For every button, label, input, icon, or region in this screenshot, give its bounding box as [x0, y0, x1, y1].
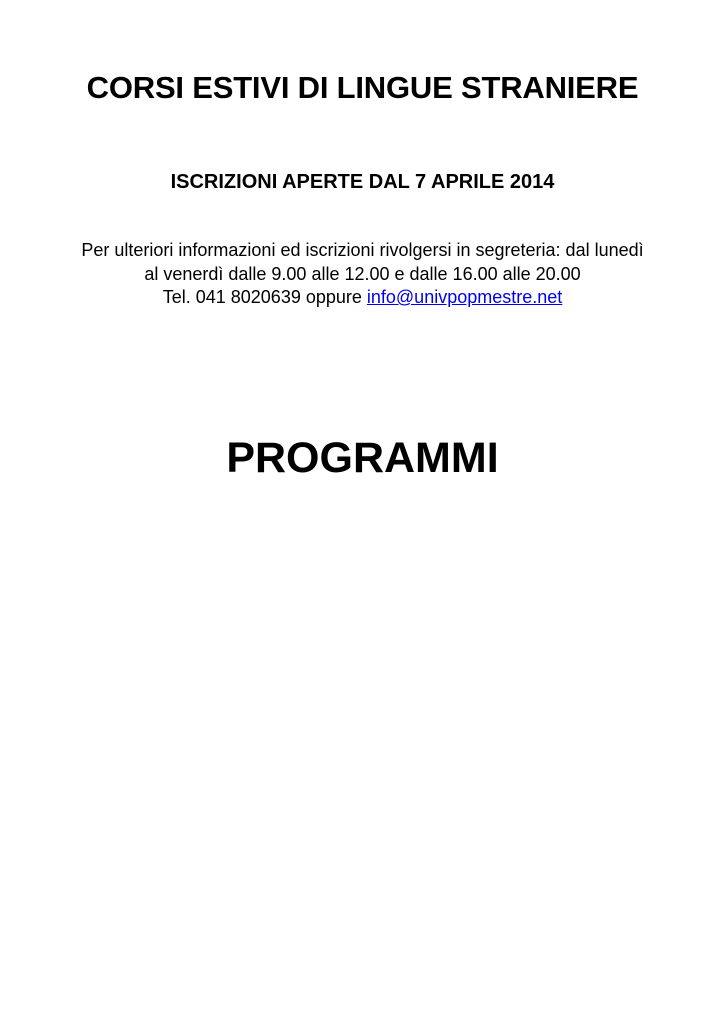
phone-text: Tel. 041 8020639 oppure: [162, 287, 367, 307]
email-link[interactable]: info@univpopmestre.net: [366, 287, 563, 307]
info-line-2: al venerdì dalle 9.00 alle 12.00 e dalle 16.00 alle 20.00: [144, 263, 581, 284]
enrollment-dates-subtitle: ISCRIZIONI APERTE DAL 7 APRILE 2014: [170, 171, 555, 193]
info-line-1: Per ulteriori informazioni ed iscrizioni rivolgersi in segreteria: dal lunedì: [81, 240, 644, 260]
document-title: CORSI ESTIVI DI LINGUE STRANIERE: [86, 70, 639, 105]
contact-info-paragraph: [40, 239, 685, 310]
programs-heading: PROGRAMMI: [226, 434, 499, 482]
